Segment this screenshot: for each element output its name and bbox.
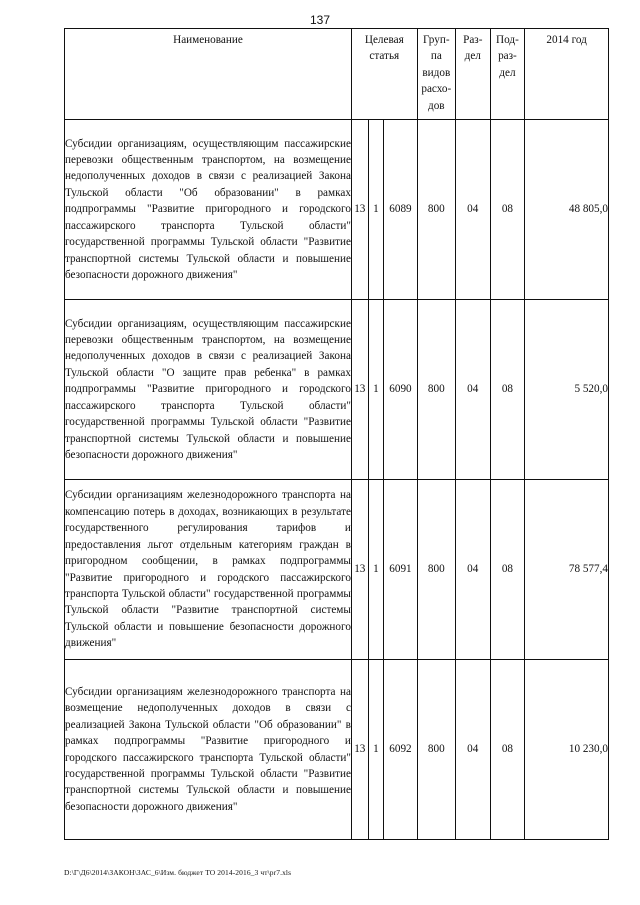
header-year: 2014 год — [525, 29, 609, 120]
row-name: Субсидии организациям, осуществляющим пассажирские перевозки общественным транспортом, на возмещение недополученных доходов в связи с реализацией Закона Тульской области "Об образовании" в рамках подпрограммы "Развитие пригородного и городского пассажирского транспорта Тульской области" государственной программы Тульской области "Развитие транспортной системы Тульской области и повышение безопасности дорожного движения" — [65, 120, 352, 300]
row-amount: 10 230,0 — [525, 660, 609, 840]
row-code-program: 13 — [351, 480, 368, 660]
table-row — [65, 300, 609, 480]
row-subsection: 08 — [490, 120, 525, 300]
row-section: 04 — [455, 120, 490, 300]
budget-table — [64, 28, 609, 840]
row-code-program: 13 — [351, 300, 368, 480]
row-code-direction: 6092 — [384, 660, 418, 840]
table-row — [65, 480, 609, 660]
table-header-row — [65, 29, 609, 120]
row-name: Субсидии организациям железнодорожного транспорта на возмещение недополученных доходов в связи с реализацией Закона Тульской области "Об образовании" в рамках подпрограммы "Развитие пригородного и городского пассажирского транспорта Тульской области" государственной программы Тульской области "Развитие транспортной системы Тульской области и повышение безопасности дорожного движения" — [65, 660, 352, 840]
row-code-direction: 6091 — [384, 480, 418, 660]
row-section: 04 — [455, 660, 490, 840]
row-name: Субсидии организациям железнодорожного транспорта на компенсацию потерь в доходах, возникающих в результате государственного регулирования тарифов и предоставления льгот отдельным категориям граждан в пригородном сообщении, в рамках подпрограммы "Развитие пригородного и городского пассажирского транспорта Тульской области" государственной программы Тульской области "Развитие транспортной системы Тульской области и повышение безопасности дорожного движения" — [65, 480, 352, 660]
row-code-subprogram: 1 — [368, 120, 384, 300]
header-section: Раз-дел — [455, 29, 490, 120]
header-name: Наименование — [65, 29, 352, 120]
row-code-direction: 6089 — [384, 120, 418, 300]
row-section: 04 — [455, 300, 490, 480]
table-row — [65, 120, 609, 300]
row-expense-group: 800 — [417, 660, 455, 840]
row-code-program: 13 — [351, 120, 368, 300]
row-subsection: 08 — [490, 480, 525, 660]
row-amount: 5 520,0 — [525, 300, 609, 480]
row-code-program: 13 — [351, 660, 368, 840]
row-name: Субсидии организациям, осуществляющим пассажирские перевозки общественным транспортом, на возмещение недополученных доходов в связи с реализацией Закона Тульской области "О защите прав ребенка" в рамках подпрограммы "Развитие пригородного и городского пассажирского транспорта Тульской области" государственной программы Тульской области "Развитие транспортной системы Тульской области и повышение безопасности дорожного движения" — [65, 300, 352, 480]
table-row — [65, 660, 609, 840]
row-code-direction: 6090 — [384, 300, 418, 480]
page-number: 137 — [309, 13, 331, 27]
row-expense-group: 800 — [417, 480, 455, 660]
row-code-subprogram: 1 — [368, 660, 384, 840]
row-amount: 48 805,0 — [525, 120, 609, 300]
row-amount: 78 577,4 — [525, 480, 609, 660]
row-subsection: 08 — [490, 300, 525, 480]
row-subsection: 08 — [490, 660, 525, 840]
row-expense-group: 800 — [417, 300, 455, 480]
header-subsection: Под-раз-дел — [490, 29, 525, 120]
file-path-footer: D:\Г\Д6\2014\ЗАКОН\ЗАС_6\Изм. бюджет ТО 2014-2016_3 чт\pr7.xls — [64, 868, 292, 877]
row-section: 04 — [455, 480, 490, 660]
row-expense-group: 800 — [417, 120, 455, 300]
row-code-subprogram: 1 — [368, 300, 384, 480]
row-code-subprogram: 1 — [368, 480, 384, 660]
header-expense-group: Груп-па видов расхо-дов — [417, 29, 455, 120]
header-target-article: Целевая статья — [351, 29, 417, 120]
